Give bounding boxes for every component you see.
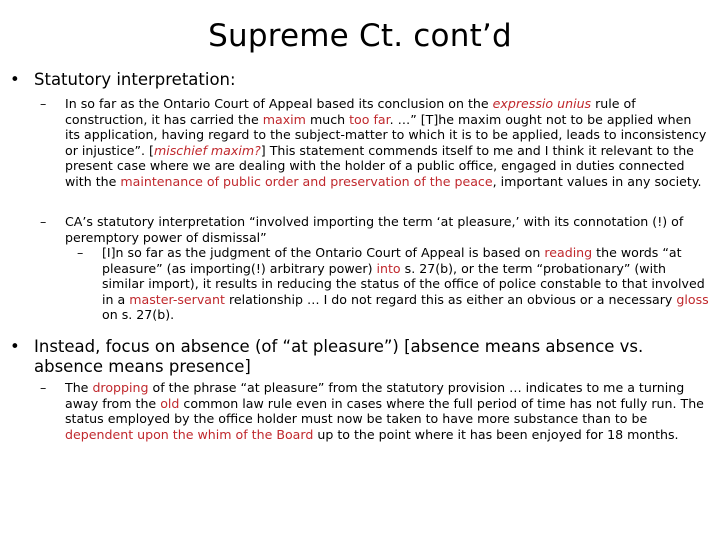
highlighted-text: old	[160, 395, 180, 411]
highlighted-text: maintenance of public order and preservation of the peace	[120, 173, 493, 189]
sub-bullet-text	[65, 214, 710, 245]
sub-bullet-marker: –	[40, 96, 47, 111]
sub-sub-bullet-marker: –	[77, 245, 84, 260]
highlighted-text: mischief maxim?	[153, 142, 261, 158]
text-run: [I]n so far as the judgment of the Ontario Court of Appeal is based on	[102, 245, 545, 260]
text-run: common law rule even in cases where the full period of time has not fully run. The status employed by the office holder must now be taken to have more substance than to be	[65, 395, 704, 427]
highlighted-text: dependent upon the whim of the Board	[65, 426, 314, 442]
highlighted-text: master-servant	[129, 291, 225, 307]
highlighted-text: maxim	[262, 111, 306, 127]
highlighted-text: reading	[544, 245, 593, 260]
sub-bullet-text	[65, 380, 710, 442]
bullet-marker: •	[10, 337, 20, 356]
sub-bullet-marker: –	[40, 214, 47, 229]
sub-sub-bullet-text	[102, 245, 710, 323]
sub-bullet-marker: –	[40, 380, 47, 395]
highlighted-text: too far	[349, 111, 390, 127]
text-run: CA’s statutory interpretation “involved importing the term ‘at pleasure,’ with its connotation (!) of peremptory power of dismissal”	[65, 214, 684, 245]
text-run: rule of construction, it has carried the	[65, 96, 636, 127]
text-run: much	[305, 111, 350, 127]
text-run: the words “at pleasure” (as importing(!) arbitrary power)	[102, 245, 682, 276]
sub-bullet-expressio-unius	[40, 96, 708, 214]
text-run: relationship … I do not regard this as either an obvious or a necessary	[224, 291, 677, 307]
bullet-statutory-interpretation	[10, 70, 700, 92]
text-run: of the phrase “at pleasure” from the statutory provision … indicates to me a turning away from the	[65, 380, 685, 411]
slide-title: Supreme Ct. cont’d	[208, 18, 512, 54]
bullet-instead-focus	[10, 337, 700, 379]
text-run: , important values in any society.	[492, 173, 702, 189]
text-run: up to the point where it has been enjoyed for 18 months.	[313, 426, 679, 442]
text-run: In so far as the Ontario Court of Appeal based its conclusion on the	[65, 96, 493, 111]
highlighted-text: expressio unius	[492, 96, 592, 111]
sub-bullet-dropping-phrase	[40, 380, 708, 462]
highlighted-text: dropping	[92, 380, 149, 395]
text-run: ] This statement commends itself to me and I think it relevant to the present case where we are dealing with the holder of a public office, engaged in duties connected with the	[65, 142, 694, 189]
sub-sub-bullet-reading-into	[77, 245, 710, 332]
text-run: s. 27(b), or the term “probationary” (with similar import), it results in reducing the status of the office of police constable to that involved in a	[102, 260, 705, 307]
text-run: The	[65, 380, 93, 395]
highlighted-text: gloss	[676, 291, 709, 307]
sub-bullet-ca-interpretation	[40, 214, 708, 246]
text-run: on s. 27(b).	[102, 307, 175, 323]
bullet-marker: •	[10, 70, 20, 89]
sub-bullet-text	[65, 96, 710, 190]
bullet-text: Instead, focus on absence (of “at pleasure”) [absence means absence vs. absence means presence]	[34, 337, 644, 376]
bullet-text: Statutory interpretation:	[34, 70, 236, 89]
highlighted-text: into	[376, 260, 401, 276]
text-run: . …” [T]he maxim ought not to be applied when its application, having regard to the subject-matter to which it is to be applied, leads to inconsistency or injustice”. [	[65, 111, 707, 158]
